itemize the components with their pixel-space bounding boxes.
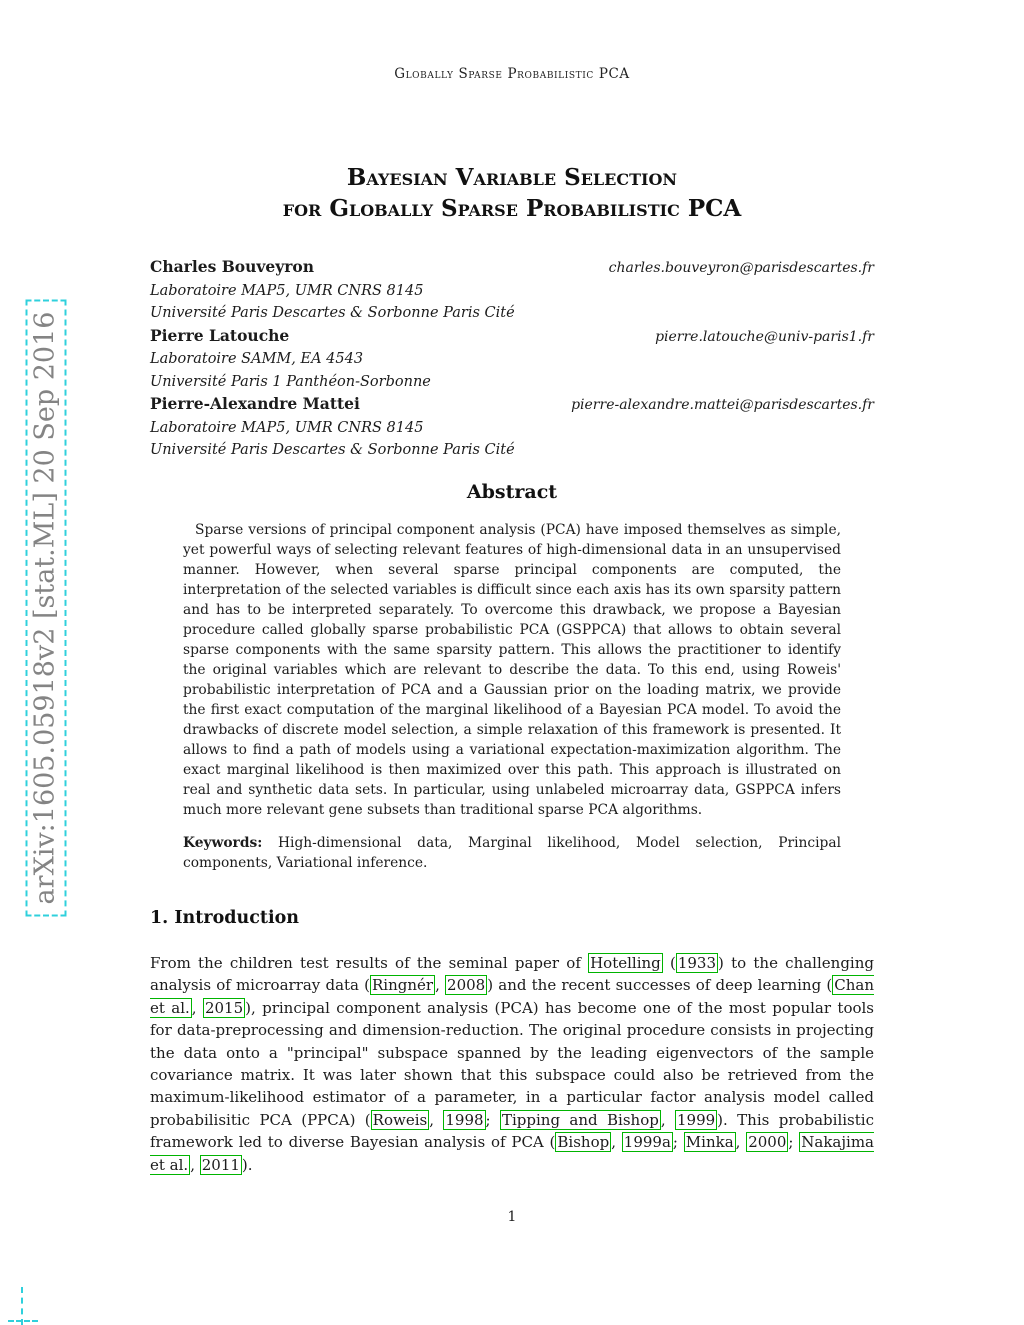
author-affiliation: Université Paris Descartes & Sorbonne Paris Cité	[150, 305, 515, 321]
abstract-text: Sparse versions of principal component analysis (PCA) have imposed themselves as simple, yet powerful ways of selecting relevant features of high-dimensional data in an unsupervised manner. However, when several sparse principal components are computed, the interpretation of the selected variables is difficult since each axis has its own sparsity pattern and has to be interpreted separately. To overcome this drawback, we propose a Bayesian procedure called globally sparse probabilistic PCA (GSPPCA) that allows to obtain several sparse components with the same sparsity pattern. This allows the practitioner to identify the original variables which are relevant to describe the data. To this end, using Roweis' probabilistic interpretation of PCA and a Gaussian prior on the loading matrix, we provide the first exact computation of the marginal likelihood of a Bayesian PCA model. To avoid the drawbacks of discrete model selection, a simple relaxation of this framework is presented. It allows to find a path of models using a variational expectation-maximization algorithm. The exact marginal likelihood is then maximized over this path. This approach is illustrated on real and synthetic data sets. In particular, using unlabeled microarray data, GSPPCA infers much more relevant gene subsets than traditional sparse PCA algorithms.	[183, 522, 841, 818]
author-affiliation: Laboratoire SAMM, EA 4543	[150, 351, 364, 367]
crop-mark-horizontal	[8, 1320, 38, 1322]
page-number: 1	[507, 1209, 517, 1225]
body-text-run: (	[662, 954, 676, 972]
keywords-list: High-dimensional data, Marginal likelihood, Model selection, Principal components, Variational inference.	[183, 835, 841, 871]
section-heading-introduction: 1. Introduction	[150, 908, 299, 928]
abstract-heading: Abstract	[466, 481, 558, 503]
body-text-run: ).	[241, 1155, 253, 1174]
citation-link[interactable]: 2008	[447, 976, 486, 995]
author-affiliation: Laboratoire MAP5, UMR CNRS 8145	[150, 419, 424, 436]
citation-link[interactable]: Ringnér	[372, 976, 434, 995]
body-text-run: ,	[735, 1133, 747, 1152]
author-line	[150, 325, 874, 349]
citation-link[interactable]: Nakajima et al.	[150, 1133, 874, 1174]
citation-link[interactable]: Tipping and Bishop	[501, 1110, 659, 1129]
author-entry	[150, 393, 874, 462]
body-text-run: ). This probabilistic framework led to diverse Bayesian analysis of PCA (	[150, 1110, 874, 1152]
author-name: Pierre Latouche	[150, 325, 290, 345]
citation-link[interactable]: Hotelling	[590, 954, 661, 972]
citation-link[interactable]: Bishop	[557, 1133, 610, 1152]
author-affiliation: Laboratoire MAP5, UMR CNRS 8145	[150, 282, 424, 299]
author-affiliation: Université Paris Descartes & Sorbonne Paris Cité	[150, 442, 515, 458]
citation-link[interactable]: 1933	[677, 954, 717, 972]
paper-title	[0, 162, 1024, 224]
author-email: charles.bouveyron@parisdescartes.fr	[608, 260, 874, 276]
arxiv-stamp-text: arXiv:1605.05918v2 [stat.ML] 20 Sep 2016	[26, 300, 67, 917]
body-text-run: ,	[660, 1110, 675, 1129]
body-text-run: ,	[190, 1155, 200, 1174]
author-email: pierre-alexandre.mattei@parisdescartes.fr	[571, 397, 874, 413]
citation-link[interactable]: 2011	[201, 1155, 240, 1174]
citation-link[interactable]: Roweis	[372, 1110, 428, 1129]
author-name: Charles Bouveyron	[150, 257, 315, 276]
citation-link[interactable]: Chan et al.	[150, 976, 874, 1017]
citation-link[interactable]: 1999	[676, 1110, 716, 1129]
body-text-run: ,	[435, 976, 446, 995]
body-text-run: ) to the challenging analysis of microarray data (	[150, 954, 874, 995]
body-text-run: ,	[191, 998, 203, 1017]
citation-link[interactable]: Minka	[685, 1133, 734, 1152]
body-text-run: ) and the recent successes of deep learning (	[487, 976, 833, 995]
author-affiliation: Université Paris 1 Panthéon-Sorbonne	[150, 373, 431, 390]
author-entry	[150, 325, 874, 394]
author-line	[150, 256, 874, 280]
author-line	[150, 393, 874, 417]
introduction-paragraph	[150, 952, 874, 1176]
body-text-run: ), principal component analysis (PCA) has become one of the most popular tools for data-preprocessing and dimension-reduction. The original procedure consists in projecting the data onto a "principal" subspace spanned by the leading eigenvectors of the sample covariance matrix. It was later shown that this subspace could also be retrieved from the maximum-likelihood estimator of a parameter, in a particular factor analysis model called probabilisitic PCA (PPCA) (	[150, 998, 874, 1129]
body-text-run: ;	[788, 1133, 800, 1152]
citation-link[interactable]: 1998	[445, 1110, 484, 1129]
running-head: Globally Sparse Probabilistic PCA	[394, 66, 630, 82]
author-name: Pierre-Alexandre Mattei	[150, 394, 360, 413]
citation-link[interactable]: 1999a	[623, 1133, 671, 1152]
keywords-label: Keywords:	[183, 835, 263, 851]
paper-title-line2: for Globally Sparse Probabilistic PCA	[282, 195, 742, 222]
body-text-run: From the children test results of the seminal paper of	[150, 954, 589, 972]
body-text-run: ;	[672, 1133, 684, 1152]
author-block	[150, 256, 874, 462]
citation-link[interactable]: 2015	[204, 998, 244, 1017]
paper-title-line1: Bayesian Variable Selection	[346, 164, 678, 191]
citation-link[interactable]: 2000	[748, 1133, 787, 1152]
keywords-paragraph	[183, 833, 841, 873]
body-text-run: ,	[611, 1133, 622, 1152]
author-email: pierre.latouche@univ-paris1.fr	[655, 328, 874, 345]
author-entry	[150, 256, 874, 325]
body-text-run: ;	[485, 1110, 500, 1129]
body-text-run: ,	[429, 1110, 444, 1129]
